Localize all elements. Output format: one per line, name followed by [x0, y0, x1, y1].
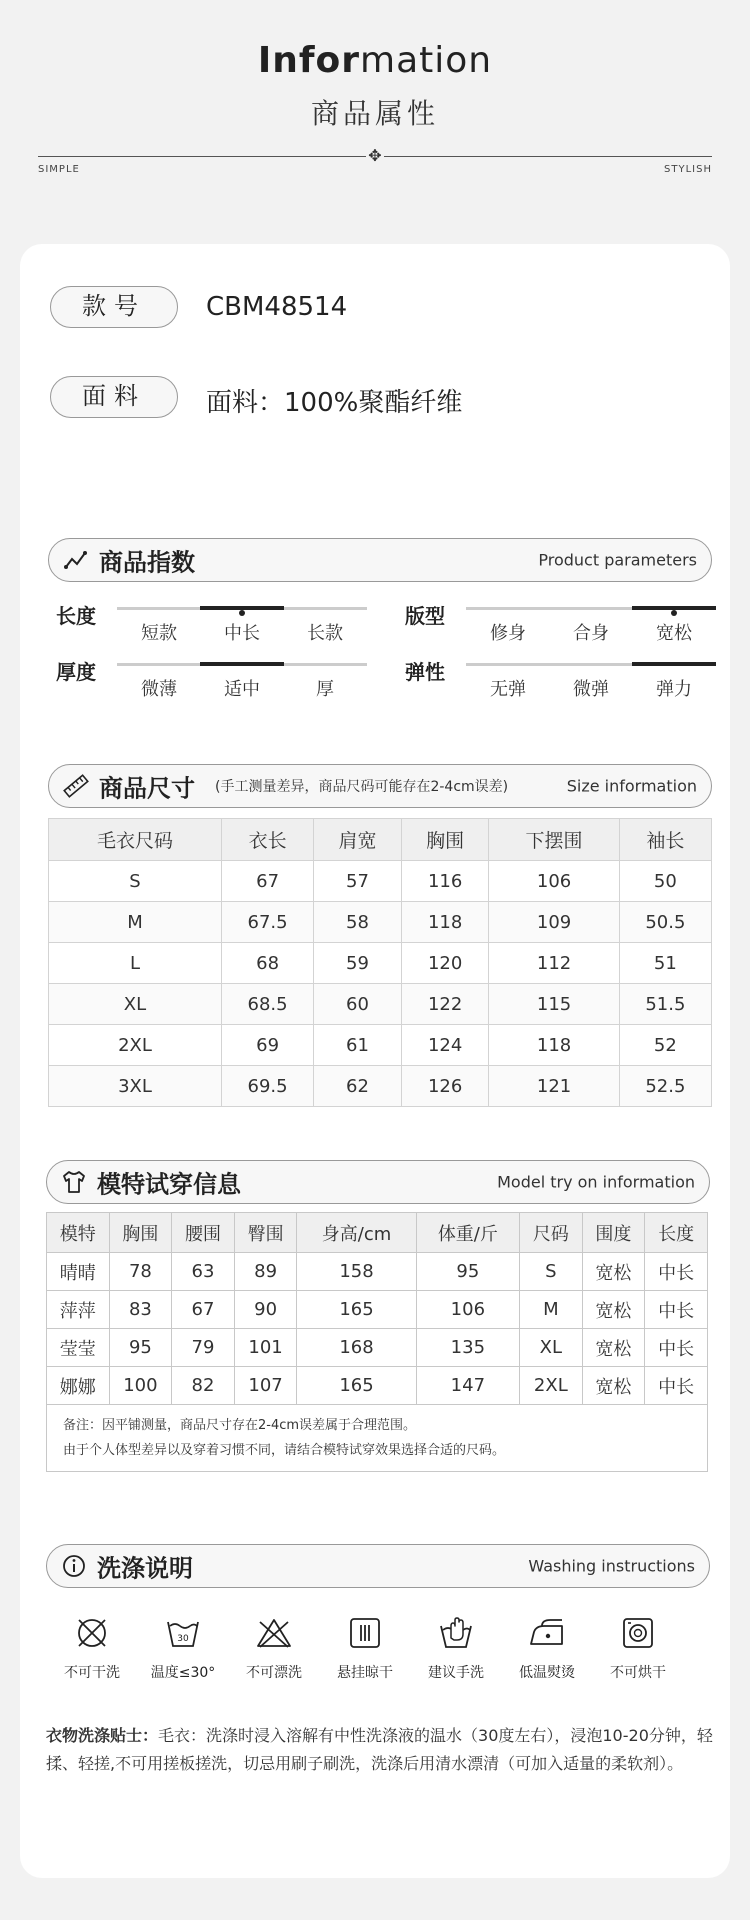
wash-label: 不可漂洗: [246, 1665, 302, 1681]
scale-option: 微弹: [573, 679, 609, 700]
wash-label: 温度≤30°: [150, 1665, 216, 1681]
column-header: 肩宽: [314, 819, 402, 861]
wash-label: 不可干洗: [64, 1665, 120, 1681]
column-header: 衣长: [221, 819, 313, 861]
column-header: 围度: [582, 1213, 645, 1253]
table-cell: 122: [401, 984, 489, 1025]
table-cell: 51.5: [619, 984, 711, 1025]
table-cell: 3XL: [49, 1066, 222, 1107]
table-cell: 2XL: [49, 1025, 222, 1066]
model-table: [46, 1212, 708, 1472]
table-cell: 165: [297, 1367, 416, 1405]
table-cell: 63: [172, 1253, 235, 1291]
wash-label: 悬挂晾干: [337, 1665, 393, 1681]
table-cell: 126: [401, 1066, 489, 1107]
table-cell: 101: [234, 1329, 297, 1367]
section-title: 洗涤说明: [97, 1554, 193, 1583]
table-cell: 67.5: [221, 902, 313, 943]
washing-banner: [46, 1544, 710, 1588]
no-dry-clean-icon: [73, 1616, 111, 1650]
fit-label: 版型: [405, 604, 445, 628]
no-bleach-icon: [255, 1616, 293, 1650]
table-cell: 158: [297, 1253, 416, 1291]
table-cell: 58: [314, 902, 402, 943]
table-cell: 宽松: [582, 1253, 645, 1291]
size-table-row: [49, 1025, 712, 1066]
note-line: 备注：因平铺测量，商品尺寸存在2-4cm误差属于合理范围。: [63, 1418, 417, 1433]
column-header: 胸围: [401, 819, 489, 861]
table-cell: 82: [172, 1367, 235, 1405]
table-cell: 57: [314, 861, 402, 902]
column-header: 下摆围: [489, 819, 619, 861]
size-table-row: [49, 943, 712, 984]
section-title-en: Model try on information: [497, 1172, 695, 1192]
section-title: 商品指数: [99, 548, 195, 577]
table-cell: 宽松: [582, 1291, 645, 1329]
size-table-header: [49, 819, 712, 861]
selected-dot: [239, 610, 245, 616]
table-cell: 147: [416, 1367, 519, 1405]
thickness-label: 厚度: [56, 660, 96, 684]
header-right-tag: STYLISH: [664, 164, 712, 175]
table-cell: 娜娜: [47, 1367, 110, 1405]
size-table-row: [49, 902, 712, 943]
table-cell: 112: [489, 943, 619, 984]
table-cell: 83: [109, 1291, 172, 1329]
scale-option: 短款: [141, 623, 177, 644]
selected-segment: [200, 662, 284, 666]
table-cell: 100: [109, 1367, 172, 1405]
column-header: 毛衣尺码: [49, 819, 222, 861]
table-cell: 69: [221, 1025, 313, 1066]
table-cell: 50: [619, 861, 711, 902]
model-table-note-row: [47, 1405, 708, 1472]
model-table-row: [47, 1367, 708, 1405]
washing-tips: [46, 1722, 714, 1778]
selected-dot: [671, 610, 677, 616]
table-cell: 165: [297, 1291, 416, 1329]
model-table-row: [47, 1253, 708, 1291]
table-cell: 中长: [645, 1329, 708, 1367]
size-table: [48, 818, 712, 1107]
page-title: [0, 40, 750, 81]
table-cell: 萍萍: [47, 1291, 110, 1329]
table-cell: M: [49, 902, 222, 943]
section-title-en: Washing instructions: [528, 1556, 695, 1576]
table-cell: 79: [172, 1329, 235, 1367]
fabric-label: 面料: [50, 376, 178, 418]
scale-option: 适中: [224, 679, 260, 700]
table-cell: 135: [416, 1329, 519, 1367]
length-scale: [117, 605, 367, 645]
column-header: 模特: [47, 1213, 110, 1253]
table-cell: 67: [221, 861, 313, 902]
model-table-note: [47, 1405, 708, 1472]
style-number-value: CBM48514: [206, 292, 348, 322]
hang-dry-icon: [346, 1616, 384, 1650]
table-cell: 95: [416, 1253, 519, 1291]
column-header: 身高/cm: [297, 1213, 416, 1253]
elasticity-label: 弹性: [405, 660, 445, 684]
table-cell: 107: [234, 1367, 297, 1405]
column-header: 长度: [645, 1213, 708, 1253]
table-cell: 90: [234, 1291, 297, 1329]
table-cell: 120: [401, 943, 489, 984]
wash-item: [138, 1616, 228, 1682]
table-cell: 68.5: [221, 984, 313, 1025]
title-bold-part: Infor: [257, 40, 361, 81]
table-cell: 52.5: [619, 1066, 711, 1107]
style-number-label: 款号: [50, 286, 178, 328]
wash-item: [47, 1616, 137, 1682]
compass-cross-icon: ✥: [366, 147, 384, 165]
ruler-icon: [63, 773, 89, 799]
table-cell: 68: [221, 943, 313, 984]
table-cell: 109: [489, 902, 619, 943]
table-cell: 51: [619, 943, 711, 984]
column-header: 胸围: [109, 1213, 172, 1253]
shirt-icon: [61, 1169, 87, 1195]
thickness-scale: [117, 661, 367, 701]
selected-segment: [632, 662, 716, 666]
table-cell: 67: [172, 1291, 235, 1329]
elasticity-scale: [466, 661, 716, 701]
size-table-row: [49, 1066, 712, 1107]
table-cell: 中长: [645, 1253, 708, 1291]
table-cell: 106: [416, 1291, 519, 1329]
column-header: 尺码: [520, 1213, 583, 1253]
page-subtitle: 商品属性: [310, 97, 439, 130]
low-iron-icon: [528, 1616, 566, 1650]
section-note: (手工测量差异，商品尺码可能存在2-4cm误差): [215, 779, 509, 795]
scale-option: 微薄: [141, 679, 177, 700]
table-cell: 2XL: [520, 1367, 583, 1405]
table-cell: S: [49, 861, 222, 902]
table-cell: 69.5: [221, 1066, 313, 1107]
column-header: 臀围: [234, 1213, 297, 1253]
section-title: 商品尺寸: [99, 774, 195, 803]
table-cell: 宽松: [582, 1329, 645, 1367]
fit-scale: [466, 605, 716, 645]
table-cell: 59: [314, 943, 402, 984]
size-table-row: [49, 861, 712, 902]
wash-temp-mark: 30: [177, 1634, 189, 1644]
model-table-row: [47, 1329, 708, 1367]
table-cell: 121: [489, 1066, 619, 1107]
table-cell: 78: [109, 1253, 172, 1291]
scale-option: 合身: [573, 623, 609, 644]
fabric-value: 面料：100%聚酯纤维: [206, 388, 463, 418]
scale-option: 长款: [307, 623, 343, 644]
table-cell: M: [520, 1291, 583, 1329]
table-cell: S: [520, 1253, 583, 1291]
table-cell: 62: [314, 1066, 402, 1107]
table-cell: 莹莹: [47, 1329, 110, 1367]
size-information-banner: [48, 764, 712, 808]
model-info-banner: [46, 1160, 710, 1204]
table-cell: 106: [489, 861, 619, 902]
table-cell: 中长: [645, 1367, 708, 1405]
wash-item: [411, 1616, 501, 1682]
table-cell: 168: [297, 1329, 416, 1367]
wash-label: 不可烘干: [610, 1665, 666, 1681]
hand-wash-icon: [437, 1616, 475, 1650]
length-label: 长度: [56, 604, 96, 628]
table-cell: 118: [401, 902, 489, 943]
no-tumble-dry-icon: [619, 1616, 657, 1650]
header-left-tag: SIMPLE: [38, 164, 80, 175]
table-cell: 116: [401, 861, 489, 902]
column-header: 袖长: [619, 819, 711, 861]
table-cell: 118: [489, 1025, 619, 1066]
section-title-en: Size information: [566, 776, 697, 796]
wash-label: 建议手洗: [428, 1665, 484, 1681]
table-cell: XL: [49, 984, 222, 1025]
scale-option: 无弹: [490, 679, 526, 700]
note-line: 由于个人体型差异以及穿着习惯不同，请结合模特试穿效果选择合适的尺码。: [63, 1443, 506, 1458]
wash-item: [502, 1616, 592, 1682]
table-cell: 60: [314, 984, 402, 1025]
section-title-en: Product parameters: [538, 550, 697, 570]
wash-item: [229, 1616, 319, 1682]
table-cell: 中长: [645, 1291, 708, 1329]
column-header: 腰围: [172, 1213, 235, 1253]
column-header: 体重/斤: [416, 1213, 519, 1253]
table-cell: 124: [401, 1025, 489, 1066]
table-cell: 晴晴: [47, 1253, 110, 1291]
table-cell: 50.5: [619, 902, 711, 943]
scale-option: 中长: [224, 623, 260, 644]
table-cell: XL: [520, 1329, 583, 1367]
wash-item: [593, 1616, 683, 1682]
info-circle-icon: [61, 1553, 87, 1579]
trend-line-icon: [63, 547, 89, 573]
scale-option: 厚: [316, 679, 334, 700]
model-table-header: [47, 1213, 708, 1253]
wash-item: [320, 1616, 410, 1682]
table-cell: 95: [109, 1329, 172, 1367]
size-table-row: [49, 984, 712, 1025]
section-title: 模特试穿信息: [97, 1170, 241, 1199]
table-cell: 52: [619, 1025, 711, 1066]
title-rest-part: mation: [360, 40, 493, 81]
product-parameters-banner: [48, 538, 712, 582]
table-cell: 89: [234, 1253, 297, 1291]
table-cell: 115: [489, 984, 619, 1025]
washing-tips-text: 毛衣：洗涤时浸入溶解有中性洗涤液的温水（30度左右），浸泡10-20分钟，轻揉、轻搓,不可用搓板搓洗，切忌用刷子刷洗，洗涤后用清水漂清（可加入适量的柔软剂）。: [46, 1726, 713, 1773]
model-table-row: [47, 1291, 708, 1329]
wash-label: 低温熨烫: [519, 1665, 575, 1681]
scale-option: 弹力: [656, 679, 692, 700]
washing-tips-label: 衣物洗涤贴士：: [46, 1726, 159, 1745]
scale-option: 宽松: [656, 623, 692, 644]
table-cell: 宽松: [582, 1367, 645, 1405]
table-cell: L: [49, 943, 222, 984]
table-cell: 61: [314, 1025, 402, 1066]
wash-30-icon: [164, 1616, 202, 1650]
scale-option: 修身: [490, 623, 526, 644]
